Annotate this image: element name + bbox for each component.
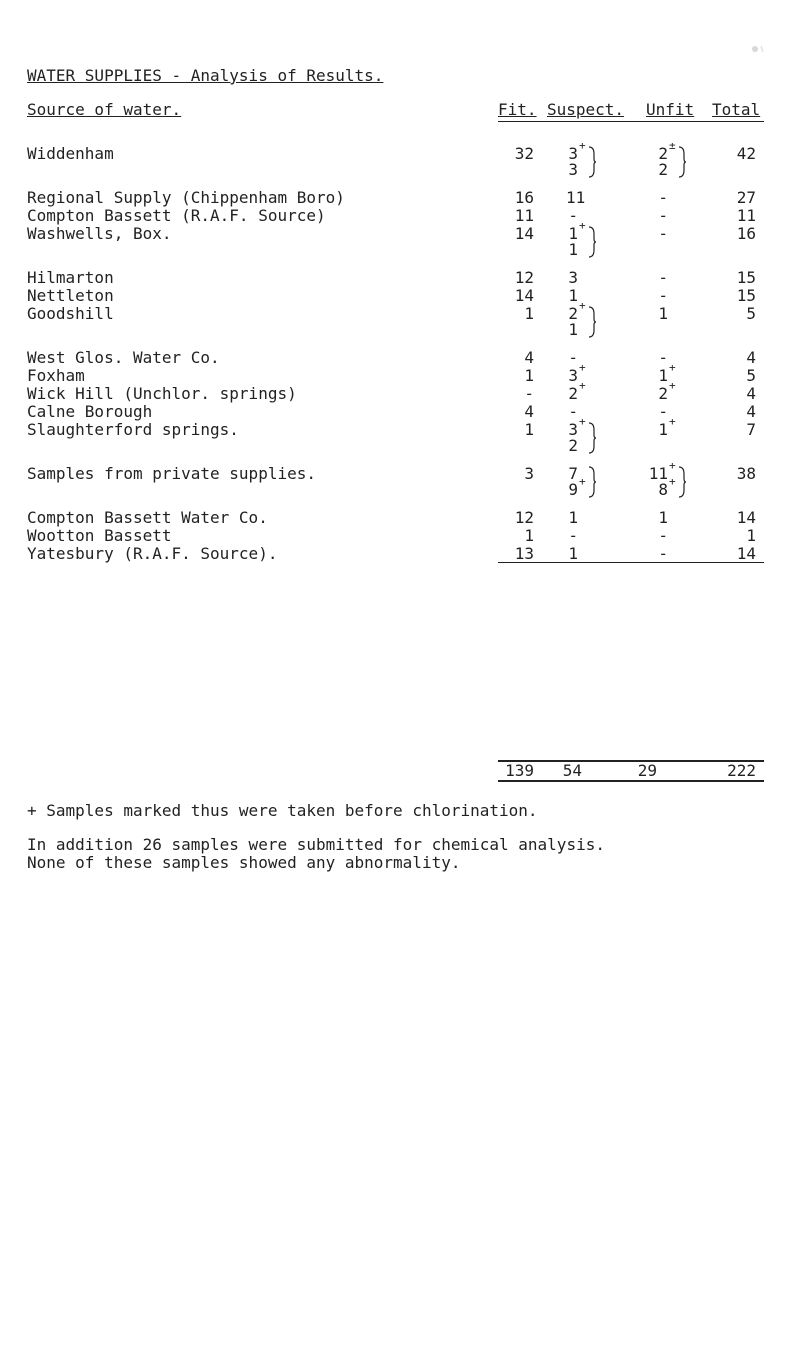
cell-unfit-brace bbox=[678, 146, 686, 183]
row-label: Widdenham bbox=[27, 144, 114, 163]
cell-suspect-mark: + bbox=[579, 415, 586, 428]
cell-suspect-value: - bbox=[568, 402, 578, 421]
row-label: Compton Bassett Water Co. bbox=[27, 508, 268, 527]
brace-icon bbox=[588, 146, 596, 178]
cell-total: 15 bbox=[736, 268, 756, 287]
cell-unfit-value: 1 bbox=[658, 366, 668, 385]
row-label: Calne Borough bbox=[27, 402, 153, 421]
total-unfit: 29 bbox=[637, 761, 657, 780]
cell-fit: 4 bbox=[524, 402, 534, 421]
cell-suspect-value: 7 bbox=[568, 464, 578, 483]
cell-unfit-mark: + bbox=[669, 361, 676, 374]
cell-suspect-mark: + bbox=[579, 379, 586, 392]
cell-total: 16 bbox=[736, 224, 756, 243]
cell-total: 42 bbox=[736, 144, 756, 163]
cell-total: 38 bbox=[736, 464, 756, 483]
header-fit: Fit. bbox=[498, 100, 537, 119]
totals-rule-bottom bbox=[498, 780, 764, 782]
row-label: Compton Bassett (R.A.F. Source) bbox=[27, 206, 326, 225]
row-label: Wootton Bassett bbox=[27, 526, 172, 545]
header-unfit: Unfit bbox=[646, 100, 695, 119]
row-label: Goodshill bbox=[27, 304, 114, 323]
row-label: Nettleton bbox=[27, 286, 114, 305]
header-total: Total bbox=[712, 100, 761, 119]
cell-suspect-mark: + bbox=[579, 475, 586, 488]
total-total: 222 bbox=[727, 761, 756, 780]
cell-fit: 1 bbox=[524, 526, 534, 545]
cell-suspect-value: - bbox=[568, 526, 578, 545]
cell-total: 15 bbox=[736, 286, 756, 305]
last-row-underline bbox=[498, 562, 764, 563]
cell-suspect-value: 2 bbox=[568, 304, 578, 323]
cell-suspect-value: 9 bbox=[568, 480, 578, 499]
cell-suspect-brace bbox=[588, 226, 596, 263]
total-suspect: 54 bbox=[562, 761, 582, 780]
brace-icon bbox=[588, 306, 596, 338]
cell-suspect-mark: + bbox=[579, 219, 586, 232]
cell-unfit-value: 1 bbox=[658, 304, 668, 323]
header-source: Source of water. bbox=[27, 100, 182, 119]
row-label: Washwells, Box. bbox=[27, 224, 172, 243]
row-label: Yatesbury (R.A.F. Source). bbox=[27, 544, 278, 563]
row-label: Slaughterford springs. bbox=[27, 420, 239, 439]
cell-suspect-value: 1 bbox=[568, 544, 578, 563]
page-title: WATER SUPPLIES - Analysis of Results. bbox=[27, 66, 384, 85]
cell-suspect-brace bbox=[588, 146, 596, 183]
cell-suspect-value: - bbox=[568, 348, 578, 367]
cell-unfit-mark: + bbox=[669, 459, 676, 472]
cell-fit: 32 bbox=[514, 144, 534, 163]
cell-fit: 12 bbox=[514, 508, 534, 527]
scan-mark-icon bbox=[752, 44, 766, 54]
cell-suspect-mark: + bbox=[579, 299, 586, 312]
header-suspect: Suspect. bbox=[547, 100, 625, 119]
note-line-1: In addition 26 samples were submitted for chemical analysis. bbox=[27, 835, 605, 854]
cell-suspect-mark: + bbox=[579, 361, 586, 374]
cell-suspect-value: 3 bbox=[568, 144, 578, 163]
note-line-2: None of these samples showed any abnormality. bbox=[27, 853, 461, 872]
cell-unfit-mark: ± bbox=[669, 139, 676, 152]
cell-suspect-value: - bbox=[568, 206, 578, 225]
totals-rule-top bbox=[498, 760, 764, 762]
cell-suspect-value: 3 bbox=[568, 366, 578, 385]
cell-unfit-value: 1 bbox=[658, 420, 668, 439]
cell-unfit-value: 1 bbox=[658, 508, 668, 527]
cell-unfit-value: 2 bbox=[658, 144, 668, 163]
cell-unfit-mark: + bbox=[669, 475, 676, 488]
row-label: Hilmarton bbox=[27, 268, 114, 287]
cell-total: 4 bbox=[746, 348, 756, 367]
cell-fit: 14 bbox=[514, 286, 534, 305]
cell-total: 5 bbox=[746, 366, 756, 385]
brace-icon bbox=[588, 226, 596, 258]
brace-icon bbox=[588, 466, 596, 498]
cell-suspect-value: 3 bbox=[568, 160, 578, 179]
cell-fit: 4 bbox=[524, 348, 534, 367]
cell-suspect-value: 1 bbox=[568, 508, 578, 527]
cell-suspect-value: 1 bbox=[568, 286, 578, 305]
cell-total: 5 bbox=[746, 304, 756, 323]
cell-total: 1 bbox=[746, 526, 756, 545]
cell-suspect-value: 1 bbox=[568, 224, 578, 243]
total-fit: 139 bbox=[505, 761, 534, 780]
cell-unfit-value: - bbox=[658, 206, 668, 225]
cell-suspect-brace bbox=[588, 422, 596, 459]
cell-total: 11 bbox=[736, 206, 756, 225]
cell-fit: 1 bbox=[524, 366, 534, 385]
row-label: West Glos. Water Co. bbox=[27, 348, 220, 367]
cell-total: 4 bbox=[746, 402, 756, 421]
row-label: Regional Supply (Chippenham Boro) bbox=[27, 188, 345, 207]
cell-unfit-value: 8 bbox=[658, 480, 668, 499]
cell-unfit-value: 11 bbox=[648, 464, 668, 483]
brace-icon bbox=[678, 466, 686, 498]
cell-suspect-mark: + bbox=[579, 139, 586, 152]
cell-suspect-value: 3 bbox=[568, 420, 578, 439]
cell-total: 14 bbox=[736, 544, 756, 563]
row-label: Samples from private supplies. bbox=[27, 464, 316, 483]
cell-fit: 1 bbox=[524, 304, 534, 323]
cell-unfit-value: - bbox=[658, 526, 668, 545]
cell-unfit-mark: + bbox=[669, 379, 676, 392]
cell-unfit-value: - bbox=[658, 402, 668, 421]
cell-suspect-brace bbox=[588, 466, 596, 503]
footnote: + Samples marked thus were taken before chlorination. bbox=[27, 801, 538, 820]
cell-unfit-value: 2 bbox=[658, 160, 668, 179]
cell-total: 27 bbox=[736, 188, 756, 207]
cell-unfit-value: 2 bbox=[658, 384, 668, 403]
cell-fit: 1 bbox=[524, 420, 534, 439]
cell-suspect-value: 2 bbox=[568, 384, 578, 403]
cell-suspect-value: 11 bbox=[566, 188, 586, 207]
cell-fit: 14 bbox=[514, 224, 534, 243]
cell-suspect-value: 1 bbox=[568, 240, 578, 259]
cell-unfit-value: - bbox=[658, 188, 668, 207]
cell-unfit-brace bbox=[678, 466, 686, 503]
cell-fit: 3 bbox=[524, 464, 534, 483]
cell-total: 4 bbox=[746, 384, 756, 403]
cell-fit: 16 bbox=[514, 188, 534, 207]
cell-suspect-value: 2 bbox=[568, 436, 578, 455]
scan-mark bbox=[752, 39, 766, 49]
cell-total: 7 bbox=[746, 420, 756, 439]
cell-fit: 11 bbox=[514, 206, 534, 225]
cell-unfit-value: - bbox=[658, 348, 668, 367]
cell-unfit-value: - bbox=[658, 224, 668, 243]
cell-fit: 13 bbox=[514, 544, 534, 563]
cell-suspect-value: 1 bbox=[568, 320, 578, 339]
row-label: Wick Hill (Unchlor. springs) bbox=[27, 384, 297, 403]
cell-suspect-value: 3 bbox=[568, 268, 578, 287]
header-underline bbox=[498, 121, 764, 122]
cell-fit: 12 bbox=[514, 268, 534, 287]
cell-unfit-value: - bbox=[658, 544, 668, 563]
row-label: Foxham bbox=[27, 366, 85, 385]
cell-unfit-value: - bbox=[658, 286, 668, 305]
cell-fit: - bbox=[524, 384, 534, 403]
brace-icon bbox=[678, 146, 686, 178]
cell-suspect-brace bbox=[588, 306, 596, 343]
cell-unfit-value: - bbox=[658, 268, 668, 287]
cell-unfit-mark: + bbox=[669, 415, 676, 428]
cell-total: 14 bbox=[736, 508, 756, 527]
brace-icon bbox=[588, 422, 596, 454]
